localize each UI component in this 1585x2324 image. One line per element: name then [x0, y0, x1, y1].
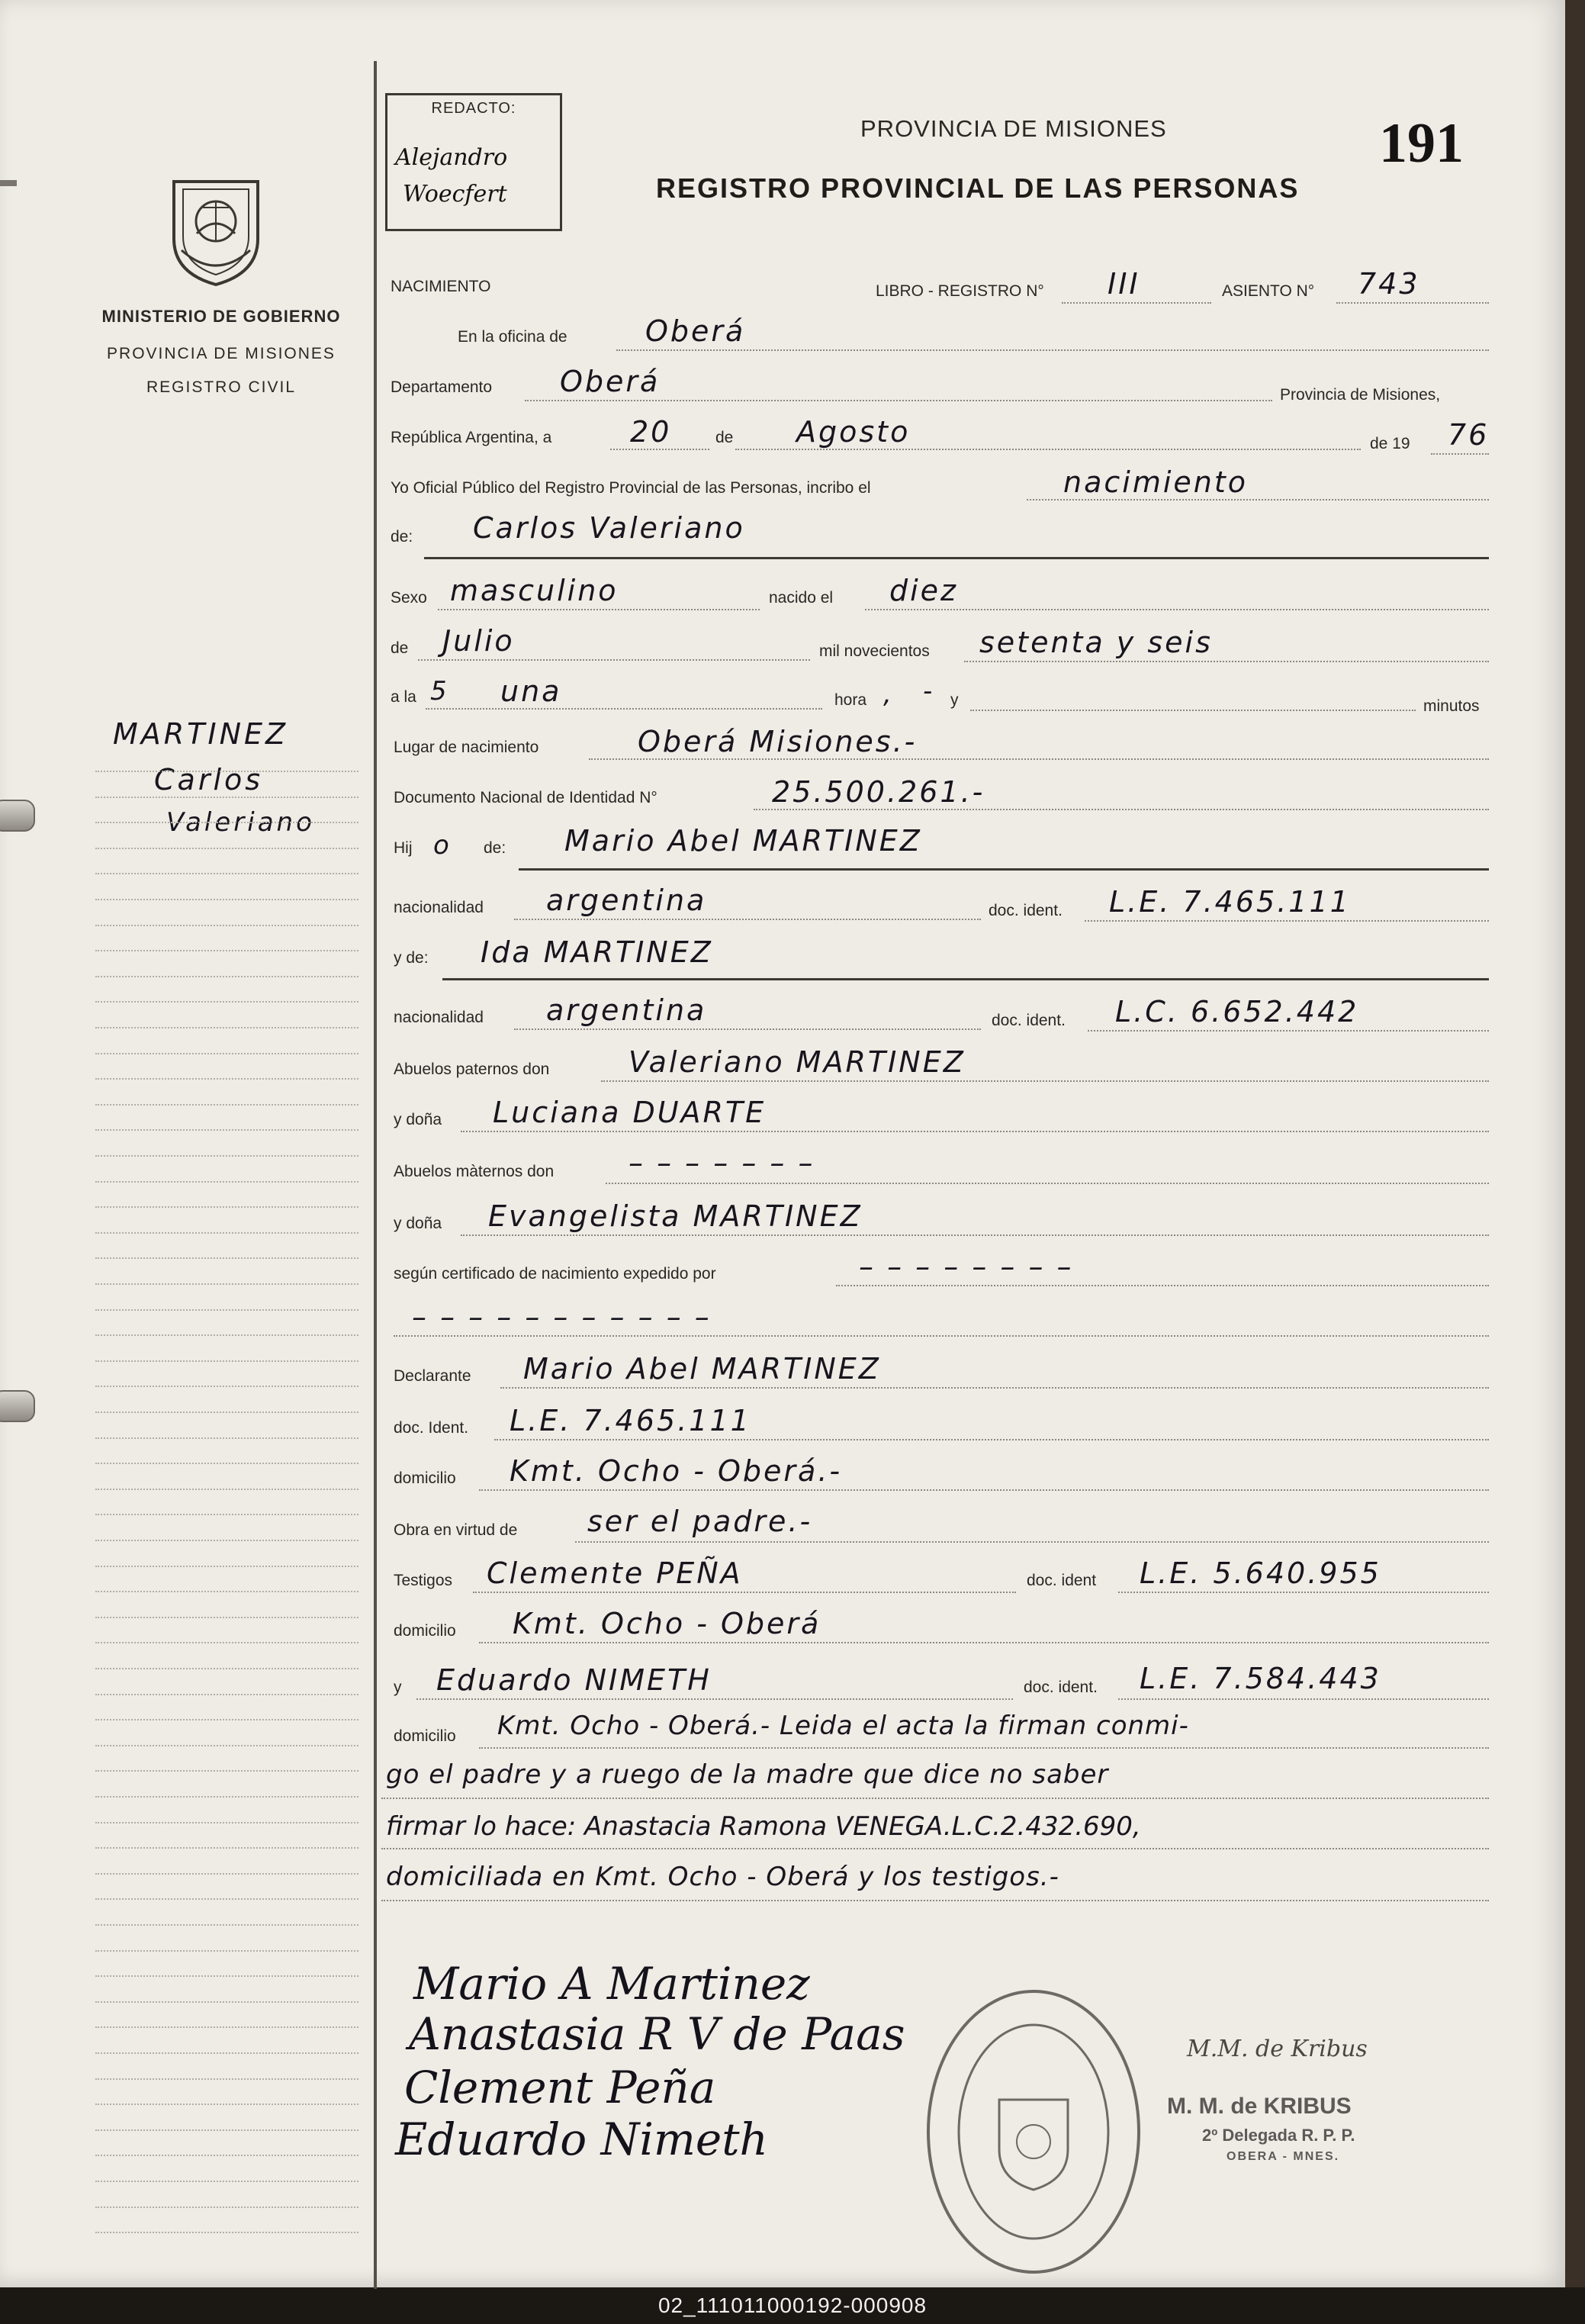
binder-ring: [0, 800, 35, 832]
label-libro: LIBRO - REGISTRO N°: [876, 282, 1044, 300]
ministry-name: MINISTERIO DE GOBIERNO: [101, 307, 341, 326]
margin-ruled-line: [95, 1950, 358, 1952]
stamp-title: 2º Delegada R. P. P.: [1202, 2126, 1355, 2145]
value-hora-num: 5: [430, 676, 449, 707]
value-mes: Agosto: [796, 415, 911, 449]
margin-ruled-line: [95, 950, 358, 951]
value-nacido-anio: setenta y seis: [979, 626, 1213, 659]
label-republica: República Argentina, a: [391, 429, 552, 446]
value-padre: Mario Abel MARTINEZ: [564, 824, 922, 858]
official-oval-stamp-icon: [923, 1985, 1144, 2278]
value-testigo-2: Eduardo NIMETH: [436, 1663, 712, 1697]
margin-ruled-line: [95, 1975, 358, 1977]
margin-ruled-line: [95, 1283, 358, 1285]
binder-ring: [0, 1390, 35, 1422]
closing-text-line2: go el padre y a ruego de la madre que dice no saber: [386, 1759, 1109, 1790]
label-documento: Documento Nacional de Identidad N°: [394, 789, 657, 806]
margin-ruled-line: [95, 1334, 358, 1336]
margin-ruled-line: [95, 2104, 358, 2105]
page-edge: [1565, 0, 1585, 2287]
value-nacido-dia: diez: [889, 574, 959, 607]
value-lugar: Oberá Misiones.-: [638, 725, 918, 758]
label-y-de: y de:: [394, 949, 429, 967]
margin-ruled-line: [95, 1770, 358, 1772]
closing-text-line1: Kmt. Ocho - Oberá.- Leida el acta la firman conmi-: [497, 1711, 1189, 1741]
label-oficina: En la oficina de: [458, 328, 567, 346]
label-nacionalidad-padre: nacionalidad: [394, 899, 484, 916]
ministry-province: PROVINCIA DE MISIONES: [107, 345, 336, 362]
stamp-place: OBERA - MNES.: [1227, 2150, 1340, 2163]
label-de-mes: de: [391, 639, 409, 657]
label-sexo: Sexo: [391, 589, 427, 607]
label-decl-doc: doc. Ident.: [394, 1419, 469, 1437]
margin-ruled-line: [95, 2078, 358, 2080]
label-domicilio-final: domicilio: [394, 1727, 456, 1745]
margin-ruled-line: [95, 873, 358, 874]
value-libro: III: [1108, 267, 1140, 301]
margin-ruled-line: [95, 1489, 358, 1490]
value-hora-text: una: [500, 674, 562, 708]
margin-ruled-line: [95, 2026, 358, 2028]
value-oficina: Oberá: [645, 314, 746, 348]
value-asiento: 743: [1358, 267, 1420, 301]
value-departamento: Oberá: [560, 365, 661, 398]
value-acto: nacimiento: [1063, 465, 1249, 499]
signature-official: M.M. de Kribus: [1187, 2036, 1368, 2062]
value-testigo-1-doc: L.E. 5.640.955: [1140, 1556, 1381, 1590]
value-nacido-mes: Julio: [442, 624, 515, 658]
value-minutos-dash: -: [923, 676, 935, 707]
margin-second-name: Valeriano: [166, 807, 315, 838]
margin-first-name: Carlos: [154, 763, 264, 797]
value-abuela-materna: Evangelista MARTINEZ: [488, 1199, 863, 1233]
margin-ruled-line: [95, 2001, 358, 2003]
value-dni: 25.500.261.-: [772, 775, 985, 809]
value-madre-doc: L.C. 6.652.442: [1115, 995, 1359, 1028]
value-padre-nacionalidad: argentina: [546, 884, 707, 917]
value-hora-sep: ,: [883, 679, 894, 710]
label-testigos: Testigos: [394, 1572, 453, 1589]
margin-ruled-line: [95, 2052, 358, 2054]
margin-ruled-line: [95, 771, 358, 772]
margin-ruled-line: [95, 1129, 358, 1131]
province-heading: PROVINCIA DE MISIONES: [860, 115, 1167, 142]
closing-text-line4: domiciliada en Kmt. Ocho - Oberá y los testigos.-: [386, 1862, 1059, 1892]
label-nacido: nacido el: [769, 589, 834, 607]
signature-father: Mario A Martinez: [413, 1958, 810, 2010]
margin-ruled-line: [95, 1232, 358, 1234]
value-anio: 76: [1448, 418, 1490, 452]
value-certificado-2: – – – – – – – – – – –: [412, 1300, 712, 1334]
margin-ruled-line: [95, 1719, 358, 1720]
image-id-caption: 02_111011000192-000908: [657, 2293, 928, 2317]
margin-ruled-line: [95, 1694, 358, 1695]
label-mil: mil novecientos: [819, 642, 930, 660]
value-testigo-1-domicilio: Kmt. Ocho - Oberá: [513, 1607, 821, 1640]
label-obra: Obra en virtud de: [394, 1521, 518, 1539]
margin-ruled-line: [95, 797, 358, 798]
value-nombre: Carlos Valeriano: [473, 511, 745, 545]
label-abuelos-maternos: Abuelos màternos don: [394, 1163, 555, 1180]
redacto-label: REDACTO:: [431, 100, 516, 117]
page-number: 191: [1379, 112, 1464, 175]
margin-ruled-line: [95, 1360, 358, 1362]
label-lugar: Lugar de nacimiento: [394, 739, 539, 756]
margin-ruled-line: [95, 1668, 358, 1669]
redacto-box: [385, 93, 562, 231]
margin-ruled-line: [95, 925, 358, 926]
value-abuelo-materno: – – – – – – –: [629, 1146, 815, 1180]
margin-ruled-line: [95, 1514, 358, 1515]
margin-ruled-line: [95, 1898, 358, 1900]
value-decl-domicilio: Kmt. Ocho - Oberá.-: [510, 1454, 843, 1488]
label-dona-paterna: y doña: [394, 1111, 442, 1128]
value-abuelo-paterno: Valeriano MARTINEZ: [629, 1045, 966, 1079]
label-testigo-1-doc: doc. ident: [1027, 1572, 1097, 1589]
margin-ruled-line: [95, 848, 358, 849]
value-hijo-suffix: o: [433, 830, 452, 861]
label-asiento: ASIENTO N°: [1222, 282, 1315, 300]
redacto-name-line1: Alejandro: [395, 144, 508, 171]
label-nacimiento: NACIMIENTO: [391, 278, 491, 295]
margin-ruled-line: [95, 899, 358, 900]
signature-witness-2: Eduardo Nimeth: [395, 2113, 768, 2165]
value-obra: ser el padre.-: [587, 1505, 813, 1538]
label-doc-ident-padre: doc. ident.: [989, 902, 1063, 919]
label-hijo-de: de:: [484, 839, 506, 857]
signature-witness-1: Clement Peña: [404, 2062, 716, 2113]
label-y: y: [950, 691, 959, 709]
label-certificado: según certificado de nacimiento expedido por: [394, 1265, 716, 1283]
margin-ruled-line: [95, 1873, 358, 1875]
label-decl-domicilio: domicilio: [394, 1469, 456, 1487]
value-madre-nacionalidad: argentina: [546, 993, 707, 1027]
margin-ruled-line: [95, 2129, 358, 2131]
margin-ruled-line: [95, 1463, 358, 1464]
label-de-19: de 19: [1370, 435, 1410, 452]
margin-ruled-line: [95, 1386, 358, 1387]
value-certificado: – – – – – – – –: [859, 1250, 1074, 1283]
value-madre: Ida MARTINEZ: [481, 935, 713, 969]
ministry-civil-registry: REGISTRO CIVIL: [146, 378, 297, 396]
label-departamento: Departamento: [391, 378, 493, 396]
margin-ruled-line: [95, 1847, 358, 1849]
value-dia: 20: [630, 415, 672, 449]
label-testigo-2-doc: doc. ident.: [1024, 1679, 1098, 1696]
label-doc-ident-madre: doc. ident.: [992, 1012, 1066, 1029]
label-declarante: Declarante: [394, 1367, 471, 1385]
value-decl-doc: L.E. 7.465.111: [510, 1404, 751, 1437]
margin-ruled-line: [95, 1822, 358, 1823]
margin-ruled-line: [95, 1104, 358, 1106]
margin-ruled-line: [95, 1309, 358, 1311]
margin-ruled-line: [95, 1642, 358, 1643]
punch-mark: [0, 180, 17, 186]
value-testigo-2-doc: L.E. 7.584.443: [1140, 1662, 1381, 1695]
value-abuela-paterna: Luciana DUARTE: [493, 1096, 767, 1129]
redacto-name-line2: Woecfert: [403, 181, 507, 208]
label-hijo: Hij: [394, 839, 413, 857]
margin-ruled-line: [95, 1591, 358, 1592]
margin-ruled-line: [95, 1617, 358, 1618]
margin-ruled-line: [95, 1411, 358, 1413]
signature-mother-proxy: Anastasia R V de Paas: [409, 2008, 905, 2060]
margin-ruled-line: [95, 2155, 358, 2156]
label-minutos: minutos: [1423, 697, 1480, 715]
margin-surname: MARTINEZ: [113, 717, 289, 751]
label-de: de: [715, 429, 734, 446]
value-declarante: Mario Abel MARTINEZ: [523, 1352, 881, 1386]
margin-ruled-lines: [95, 771, 358, 2258]
margin-rule: [374, 61, 377, 2289]
margin-ruled-line: [95, 1053, 358, 1054]
label-nacionalidad-madre: nacionalidad: [394, 1009, 484, 1026]
label-abuelos-paternos: Abuelos paternos don: [394, 1061, 550, 1078]
margin-ruled-line: [95, 1027, 358, 1028]
margin-ruled-line: [95, 1437, 358, 1439]
margin-ruled-line: [95, 822, 358, 823]
margin-ruled-line: [95, 1566, 358, 1567]
margin-ruled-line: [95, 2232, 358, 2233]
margin-ruled-line: [95, 1745, 358, 1746]
margin-ruled-line: [95, 1257, 358, 1259]
margin-ruled-line: [95, 976, 358, 977]
label-hora: hora: [834, 691, 867, 709]
label-dona-materna: y doña: [394, 1215, 442, 1232]
label-a-la: a la: [391, 688, 416, 706]
margin-ruled-line: [95, 1001, 358, 1003]
margin-ruled-line: [95, 2181, 358, 2182]
margin-ruled-line: [95, 2207, 358, 2208]
label-testigo-1-domicilio: domicilio: [394, 1622, 456, 1640]
value-testigo-1: Clemente PEÑA: [487, 1556, 743, 1590]
margin-ruled-line: [95, 1181, 358, 1183]
margin-ruled-line: [95, 1155, 358, 1157]
label-provincia: Provincia de Misiones,: [1280, 386, 1441, 404]
registry-heading: REGISTRO PROVINCIAL DE LAS PERSONAS: [656, 172, 1300, 204]
label-oficial: Yo Oficial Público del Registro Provincial de las Personas, incribo el: [391, 479, 871, 497]
margin-ruled-line: [95, 1078, 358, 1080]
margin-ruled-line: [95, 1540, 358, 1541]
value-padre-doc: L.E. 7.465.111: [1109, 885, 1351, 919]
margin-ruled-line: [95, 1796, 358, 1798]
label-testigo-2-y: y: [394, 1679, 402, 1696]
closing-text-line3: firmar lo hace: Anastacia Ramona VENEGA.L.C.2.432.690,: [386, 1811, 1141, 1842]
provincial-seal-icon: [159, 166, 273, 288]
margin-ruled-line: [95, 1924, 358, 1926]
label-nombre: de:: [391, 528, 413, 546]
stamp-name: M. M. de KRIBUS: [1167, 2094, 1352, 2119]
value-sexo: masculino: [450, 574, 619, 607]
margin-ruled-line: [95, 1206, 358, 1208]
